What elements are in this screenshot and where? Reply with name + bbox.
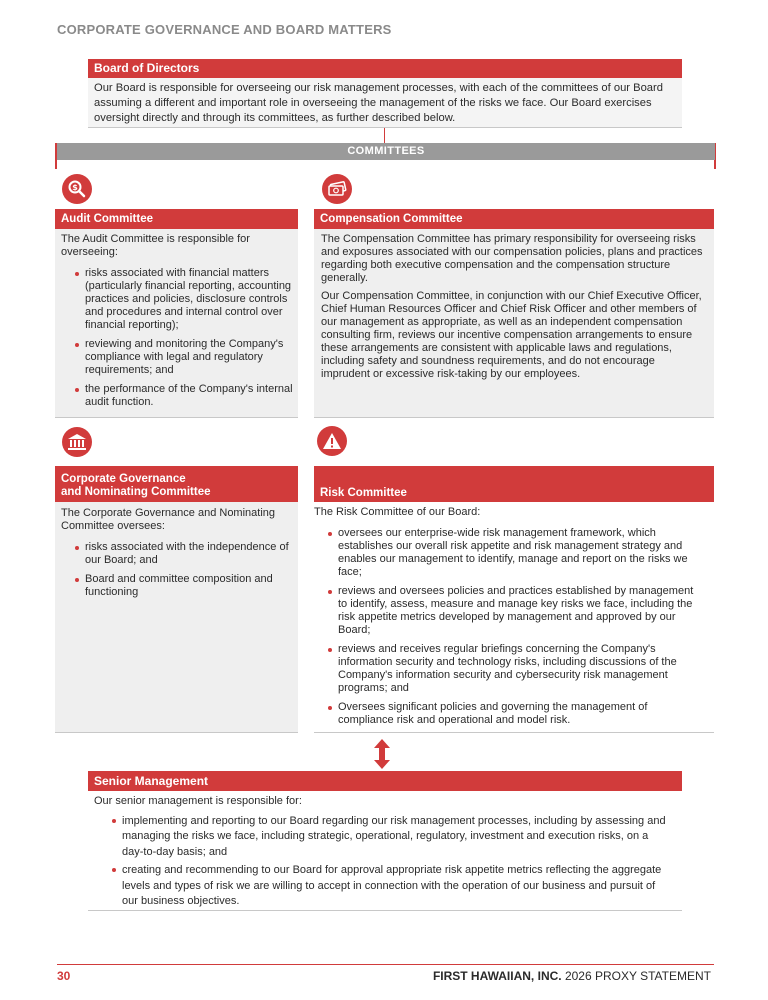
risk-list [314,527,702,727]
governance-title-bar [55,466,298,502]
audit-intro: The Audit Committee is responsible for overseeing: [61,233,250,258]
governance-icon [62,427,92,457]
risk-body-box [314,502,714,733]
board-connector [384,128,385,143]
list-item: risks associated with the independence of our Board; and [73,541,294,567]
compensation-body-box [314,229,714,418]
senior-intro: Our senior management is responsible for: [94,795,302,807]
list-item: reviews and receives regular briefings concerning the Company's information security and technology risks, including discussions of the Company's information security and cybersecurity risk management programs; and [326,643,702,695]
list-item: risks associated with financial matters (particularly financial reporting, accounting practices and policies, disclosure controls and procedures and internal control over financial reporting); [73,267,294,332]
committees-bar: COMMITTEES [57,143,715,160]
list-item: Board and committee composition and functioning [73,573,294,599]
governance-title-line1: Corporate Governance [61,473,186,485]
footer-doc: 2026 PROXY STATEMENT [564,969,711,983]
footer-company: FIRST HAWAIIAN, INC. [432,969,562,983]
audit-icon [62,174,92,204]
footer-document-title [433,969,711,983]
svg-text:$: $ [72,183,78,192]
double-arrow-icon [373,739,391,774]
audit-title-bar [55,209,298,229]
list-item: creating and recommending to our Board for approval appropriate risk appetite metrics reflecting the aggregate levels and types of risk we are willing to accept in connection with the operation of our business and pursuit of our business objectives. [110,863,672,910]
audit-title: Audit Committee [61,213,153,225]
governance-title-line2: and Nominating Committee [61,486,211,498]
governance-list [61,541,294,599]
list-item: Oversees significant policies and governing the management of compliance risk and operational and model risk. [326,701,702,727]
compensation-icon [322,174,352,204]
senior-title: Senior Management [94,774,209,788]
compensation-paragraph-2: Our Compensation Committee, in conjunction with our Chief Executive Officer, Chief Human Resources Officer and Chief Risk Officer and other members of our management as appropriate, as well as an independent compensation consulting firm, reviews our incentive compensation arrangements to ensure these arrangements are consistent with applicable laws and regulations, including safety and soundness requirements, and do not encourage imprudent or excessive risk-taking by our employees. [321,290,702,380]
board-title: Board of Directors [94,61,200,75]
risk-title: Risk Committee [320,487,407,499]
risk-intro: The Risk Committee of our Board: [314,506,481,518]
compensation-title-bar [314,209,714,229]
list-item: reviews and oversees policies and practices established by management to identify, assess, measure and manage key risks we face, including the risk appetite metrics developed by management and approved by our Board; [326,585,702,637]
section-title: CORPORATE GOVERNANCE AND BOARD MATTERS [57,22,392,37]
governance-intro: The Corporate Governance and Nominating Committee oversees: [61,507,276,532]
senior-list [94,814,672,910]
footer-divider [57,964,714,965]
audit-list [61,267,294,409]
list-item: the performance of the Company's internal audit function. [73,383,294,409]
board-body: Our Board is responsible for overseeing our risk management processes, with each of the committees of our Board assuming a different and important role in overseeing the management of the risks we face. Our Board exercises oversight directly and through its committees, as further described below. [94,82,663,124]
list-item: oversees our enterprise-wide risk management framework, which establishes our overall risk appetite and risk management strategy and enables our management to identify, manage and report on the risks we face; [326,527,702,579]
page-number: 30 [57,969,71,983]
risk-title-bar [314,466,714,502]
senior-title-bar [88,771,682,791]
governance-body-box [55,502,298,733]
board-title-bar [88,59,682,78]
compensation-paragraph-1: The Compensation Committee has primary responsibility for overseeing risks and exposures associated with our compensation policies, plans and practices regarding both executive compensation and the compensation structure generally. [321,233,703,284]
list-item: implementing and reporting to our Board regarding our risk management processes, including by assessing and managing the risks we face, including strategic, operational, regulatory, investment and execution risks, on a day-to-day basis; and [110,814,672,861]
audit-body-box [55,229,298,418]
risk-icon [317,426,347,456]
senior-body-box [88,791,682,911]
list-item: reviewing and monitoring the Company's compliance with legal and regulatory requirements; and [73,338,294,377]
board-body-box [88,78,682,128]
compensation-title: Compensation Committee [320,213,463,225]
